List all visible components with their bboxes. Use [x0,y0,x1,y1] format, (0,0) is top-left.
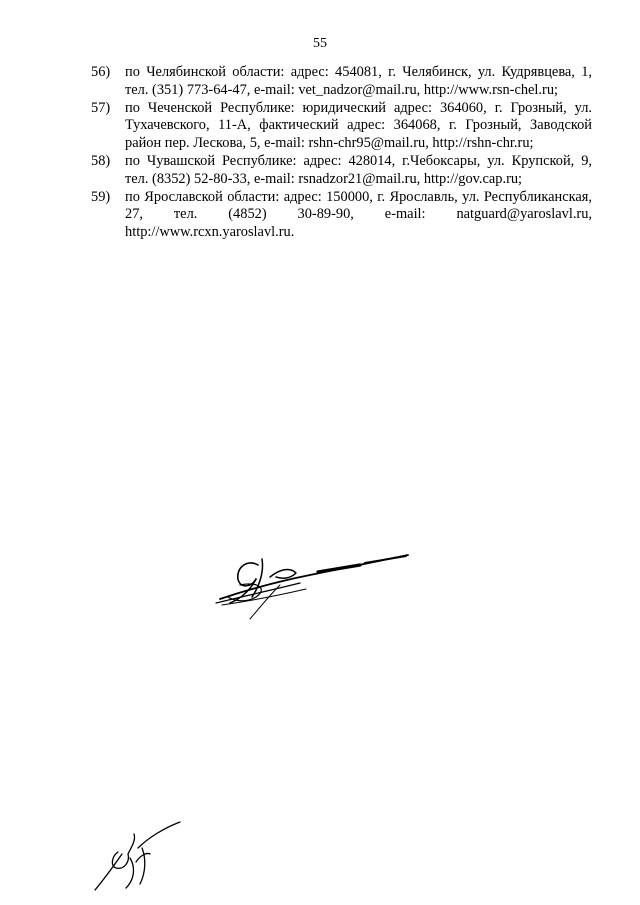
list-item-number: 58) [91,152,111,169]
list-item-number: 57) [91,99,111,116]
list-item [91,189,592,242]
list-item [91,153,592,189]
page-number: 55 [313,36,327,51]
list-item [91,100,592,153]
list-item-text: по Чувашской Республике: адрес: 428014, г.Чебоксары, ул. Крупской, 9, тел. (8352) 52-80-33, e-mail: rsnadzor21@mail.ru, http://gov.cap.ru; [125,152,592,187]
list-item [91,64,592,100]
initials-icon [90,818,190,898]
signature-icon [210,545,420,625]
list-item-number: 56) [91,64,111,80]
entries-list [91,64,592,242]
list-item-text: по Чеченской Республике: юридический адрес: 364060, г. Грозный, ул. Тухачевского, 11-А, фактический адрес: 364068, г. Грозный, Заводской район пер. Лескова, 5, e-mail: rshn-chr95@mail.ru, http://rshn-chr.ru; [125,99,592,152]
list-item-text: по Челябинской области: адрес: 454081, г. Челябинск, ул. Кудрявцева, 1, тел. (351) 773-64-47, e-mail: vet_nadzor@mail.ru, http://www.rsn-chel.ru; [125,64,592,98]
list-item-number: 59) [91,188,111,205]
list-item-text: по Ярославской области: адрес: 150000, г. Ярославль, ул. Республиканская, 27, тел. (4852) 30-89-90, e-mail: natguard@yaroslavl.ru, http://www.rcxn.yaroslavl.ru. [125,188,592,241]
